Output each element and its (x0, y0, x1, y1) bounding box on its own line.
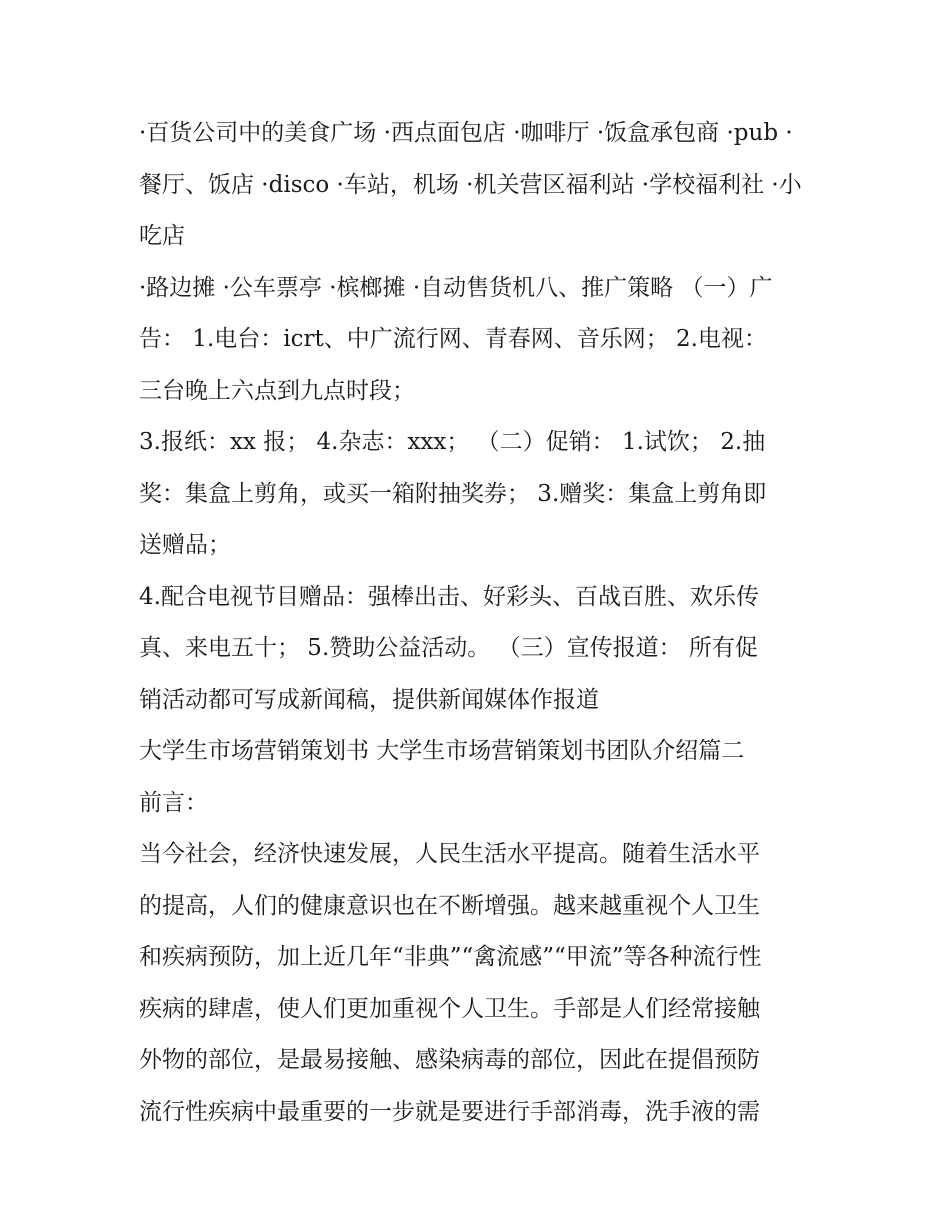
text-line: 告： 1.电台：icrt、中广流行网、青春网、音乐网； 2.电视： (139, 326, 767, 352)
text-line: 奖：集盒上剪角，或买一箱附抽奖券； 3.赠奖：集盒上剪角即 (139, 480, 767, 507)
text-line: 外物的部位，是最易接触、感染病毒的部位，因此在提倡预防 (139, 1047, 760, 1073)
text-line: ·百货公司中的美食广场 ·西点面包店 ·咖啡厅 ·饭盒承包商 ·pub · (139, 120, 793, 146)
text-line: 4.配合电视节目赠品：强棒出击、好彩头、百战百胜、欢乐传 (139, 583, 759, 610)
text-line: 疾病的肆虐，使人们更加重视个人卫生。手部是人们经常接触 (139, 995, 760, 1022)
text-line: 餐厅、饭店 ·disco ·车站，机场 ·机关营区福利站 ·学校福利社 ·小 (139, 171, 802, 198)
text-line: 销活动都可写成新闻稿，提供新闻媒体作报道 (139, 686, 599, 713)
text-line: ·路边摊 ·公车票亭 ·槟榔摊 ·自动售货机八、推广策略 （一）广 (139, 274, 773, 301)
text-line: 送赠品； (139, 532, 231, 558)
text-line: 流行性疾病中最重要的一步就是要进行手部消毒，洗手液的需 (139, 1098, 760, 1125)
document-body (139, 108, 829, 1138)
section-heading: 大学生市场营销策划书 大学生市场营销策划书团队介绍篇二 (139, 738, 745, 764)
text-line: 3.报纸：xx 报； 4.杂志：xxx； （二）促销： 1.试饮； 2.抽 (139, 429, 766, 455)
text-line: 真、来电五十； 5.赞助公益活动。 （三）宣传报道： 所有促 (139, 635, 758, 661)
text-line: 当今社会，经济快速发展，人民生活水平提高。随着生活水平 (139, 841, 760, 867)
text-line: 三台晚上六点到九点时段； (139, 377, 415, 404)
text-line: 的提高，人们的健康意识也在不断增强。越来越重视个人卫生 (139, 892, 760, 919)
text-line: 和疾病预防，加上近几年“非典”“禽流感”“甲流”等各种流行性 (139, 944, 762, 970)
text-line: 吃店 (139, 223, 185, 249)
preface-heading: 前言： (139, 789, 208, 816)
